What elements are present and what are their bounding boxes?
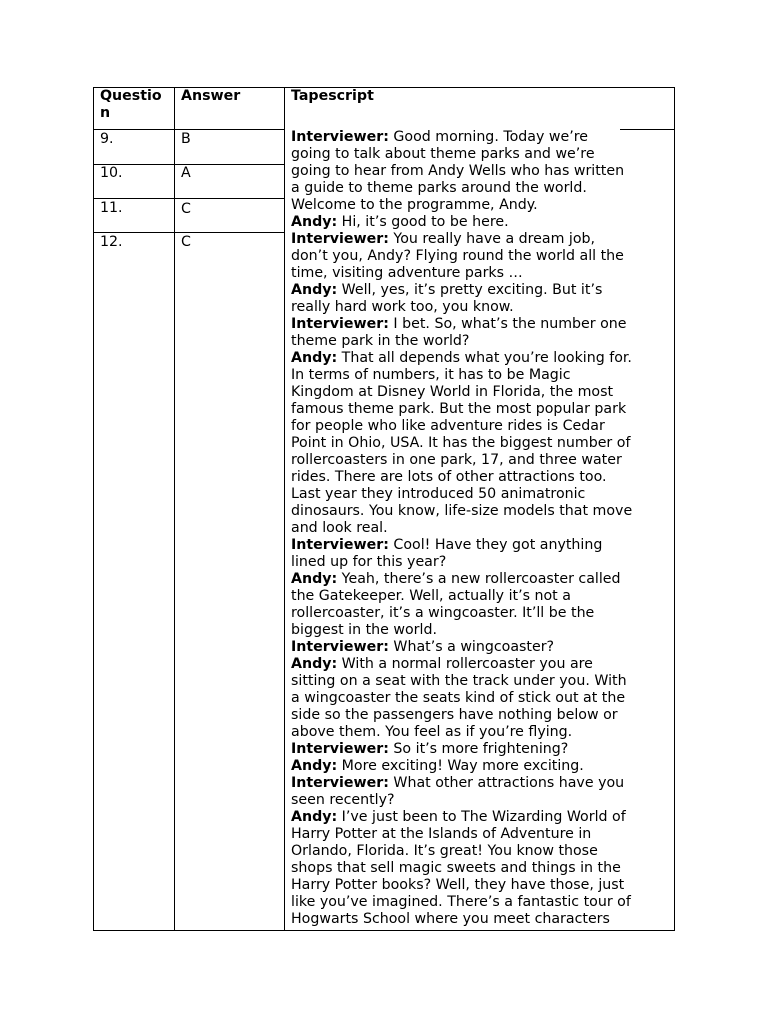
tapescript-body	[291, 129, 671, 928]
tapescript-line	[291, 503, 671, 520]
row-divider-3	[93, 232, 285, 233]
tapescript-line	[291, 452, 671, 469]
tapescript-line	[291, 877, 671, 894]
speech-text: sitting on a seat with the track under you. With	[291, 673, 627, 689]
row-answer-9: B	[181, 131, 191, 147]
speaker-label: Interviewer:	[291, 639, 389, 655]
tapescript-line	[291, 401, 671, 418]
header-answer: Answer	[181, 88, 241, 104]
speech-text: You really have a dream job,	[388, 231, 596, 247]
tapescript-line	[291, 146, 671, 163]
tapescript-line	[291, 724, 671, 741]
header-divider-left	[93, 129, 285, 130]
speech-text: Orlando, Florida. It’s great! You know those	[291, 843, 598, 859]
speaker-label: Andy:	[291, 282, 338, 298]
speech-text: Yeah, there’s a new rollercoaster called	[337, 571, 621, 587]
tapescript-line	[291, 197, 671, 214]
speech-text: More exciting! Way more exciting.	[337, 758, 584, 774]
tapescript-line	[291, 299, 671, 316]
speaker-label: Andy:	[291, 656, 338, 672]
row-question-11: 11.	[100, 200, 123, 216]
tapescript-line	[291, 826, 671, 843]
table-border-right	[674, 87, 675, 931]
speech-text: With a normal rollercoaster you are	[337, 656, 593, 672]
speech-text: I’ve just been to The Wizarding World of	[337, 809, 626, 825]
tapescript-line	[291, 894, 671, 911]
header-tapescript: Tapescript	[291, 88, 374, 104]
speaker-label: Interviewer:	[291, 775, 389, 791]
speech-text: So it’s more frightening?	[388, 741, 569, 757]
speech-text: time, visiting adventure parks …	[291, 265, 523, 281]
tapescript-line	[291, 248, 671, 265]
speech-text: a guide to theme parks around the world.	[291, 180, 587, 196]
speaker-label: Andy:	[291, 214, 338, 230]
table-border-left	[93, 87, 94, 931]
speech-text: Well, yes, it’s pretty exciting. But it’s	[337, 282, 603, 298]
speaker-label: Interviewer:	[291, 129, 389, 145]
tapescript-line	[291, 520, 671, 537]
tapescript-line	[291, 316, 671, 333]
speech-text: What other attractions have you	[388, 775, 625, 791]
speech-text: rollercoaster, it’s a wingcoaster. It’ll be the	[291, 605, 595, 621]
tapescript-line	[291, 741, 671, 758]
speech-text: going to hear from Andy Wells who has written	[291, 163, 625, 179]
speech-text: and look real.	[291, 520, 388, 536]
tapescript-line	[291, 180, 671, 197]
speech-text: biggest in the world.	[291, 622, 437, 638]
speech-text: Hi, it’s good to be here.	[337, 214, 509, 230]
header-question-text: Questio	[100, 88, 162, 104]
row-answer-10: A	[181, 165, 191, 181]
speech-text: What’s a wingcoaster?	[388, 639, 555, 655]
speech-text: Point in Ohio, USA. It has the biggest number of	[291, 435, 631, 451]
tapescript-line	[291, 350, 671, 367]
speech-text: above them. You feel as if you’re flying.	[291, 724, 573, 740]
speech-text: rides. There are lots of other attractions too.	[291, 469, 607, 485]
tapescript-line	[291, 758, 671, 775]
tapescript-line	[291, 435, 671, 452]
table-border-bottom	[93, 930, 675, 931]
row-divider-2	[93, 198, 285, 199]
speaker-label: Interviewer:	[291, 537, 389, 553]
speech-text: lined up for this year?	[291, 554, 447, 570]
speech-text: shops that sell magic sweets and things in the	[291, 860, 621, 876]
speech-text: for people who like adventure rides is Cedar	[291, 418, 605, 434]
speech-text: Welcome to the programme, Andy.	[291, 197, 538, 213]
speech-text: Last year they introduced 50 animatronic	[291, 486, 586, 502]
tapescript-line	[291, 860, 671, 877]
speech-text: dinosaurs. You know, life-size models that move	[291, 503, 633, 519]
speech-text: Cool! Have they got anything	[388, 537, 603, 553]
header-question-wrap: n	[100, 105, 111, 121]
tapescript-line	[291, 486, 671, 503]
speech-text: a wingcoaster the seats kind of stick out at the	[291, 690, 626, 706]
speech-text: like you’ve imagined. There’s a fantastic tour of	[291, 894, 631, 910]
tapescript-line	[291, 265, 671, 282]
speech-text: really hard work too, you know.	[291, 299, 514, 315]
speech-text: going to talk about theme parks and we’re	[291, 146, 595, 162]
tapescript-line	[291, 775, 671, 792]
tapescript-line	[291, 231, 671, 248]
speech-text: Good morning. Today we’re	[388, 129, 588, 145]
speech-text: theme park in the world?	[291, 333, 470, 349]
row-question-9: 9.	[100, 131, 114, 147]
tapescript-line	[291, 384, 671, 401]
speaker-label: Interviewer:	[291, 231, 389, 247]
tapescript-line	[291, 673, 671, 690]
tapescript-line	[291, 707, 671, 724]
speech-text: famous theme park. But the most popular park	[291, 401, 627, 417]
speech-text: I bet. So, what’s the number one	[388, 316, 627, 332]
speech-text: Hogwarts School where you meet characters	[291, 911, 610, 927]
speaker-label: Interviewer:	[291, 316, 389, 332]
row-question-12: 12.	[100, 234, 123, 250]
tapescript-line	[291, 639, 671, 656]
speech-text: side so the passengers have nothing below or	[291, 707, 618, 723]
tapescript-line	[291, 656, 671, 673]
speaker-label: Andy:	[291, 809, 338, 825]
speech-text: Harry Potter at the Islands of Adventure in	[291, 826, 592, 842]
speaker-label: Interviewer:	[291, 741, 389, 757]
speech-text: don’t you, Andy? Flying round the world all the	[291, 248, 624, 264]
column-divider-2	[284, 87, 285, 931]
tapescript-line	[291, 163, 671, 180]
speech-text: In terms of numbers, it has to be Magic	[291, 367, 571, 383]
tapescript-line	[291, 129, 671, 146]
row-answer-11: C	[181, 201, 191, 217]
column-divider-1	[174, 87, 175, 931]
tapescript-line	[291, 792, 671, 809]
tapescript-line	[291, 622, 671, 639]
tapescript-line	[291, 214, 671, 231]
tapescript-line	[291, 537, 671, 554]
tapescript-line	[291, 809, 671, 826]
speech-text: the Gatekeeper. Well, actually it’s not a	[291, 588, 571, 604]
speech-text: rollercoasters in one park, 17, and three water	[291, 452, 622, 468]
tapescript-line	[291, 843, 671, 860]
tapescript-line	[291, 605, 671, 622]
speaker-label: Andy:	[291, 758, 338, 774]
speech-text: seen recently?	[291, 792, 395, 808]
tapescript-line	[291, 469, 671, 486]
tapescript-line	[291, 418, 671, 435]
speech-text: That all depends what you’re looking for.	[337, 350, 632, 366]
tapescript-line	[291, 911, 671, 928]
tapescript-line	[291, 571, 671, 588]
tapescript-line	[291, 690, 671, 707]
row-question-10: 10.	[100, 165, 123, 181]
tapescript-line	[291, 588, 671, 605]
tapescript-line	[291, 282, 671, 299]
speaker-label: Andy:	[291, 350, 338, 366]
speaker-label: Andy:	[291, 571, 338, 587]
header-question	[100, 88, 162, 122]
row-answer-12: C	[181, 234, 191, 250]
speech-text: Harry Potter books? Well, they have those, just	[291, 877, 625, 893]
tapescript-line	[291, 367, 671, 384]
speech-text: Kingdom at Disney World in Florida, the most	[291, 384, 614, 400]
tapescript-line	[291, 333, 671, 350]
tapescript-line	[291, 554, 671, 571]
